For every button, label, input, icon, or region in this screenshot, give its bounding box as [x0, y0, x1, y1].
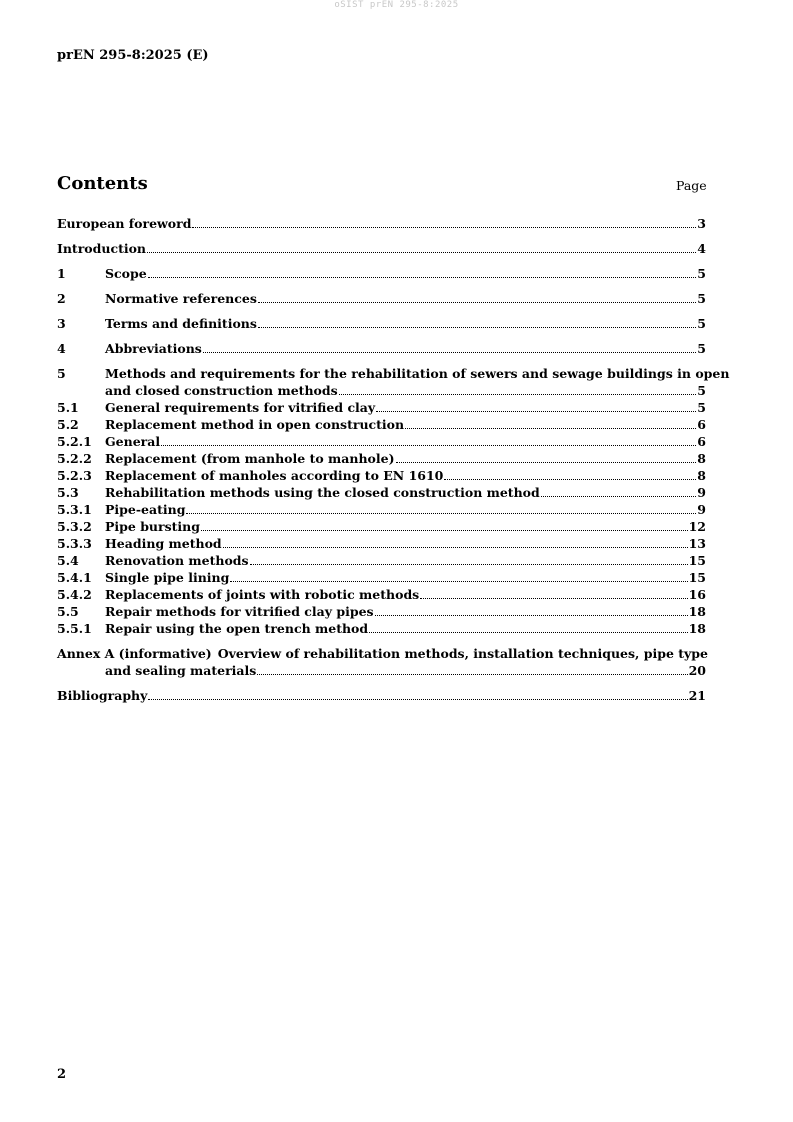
toc-leader-dots: [257, 674, 687, 675]
toc-leader-dots: [148, 699, 687, 700]
toc-title: Replacement (from manhole to manhole): [105, 451, 395, 466]
toc-entry-repair-methods[interactable]: [57, 603, 706, 620]
toc-leader-dots: [541, 496, 697, 497]
toc-title-line2: and sealing materials: [105, 663, 257, 678]
toc-number: 5.2.3: [57, 468, 92, 483]
toc-entry-abbreviations[interactable]: [57, 340, 706, 357]
toc-entry-bibliography[interactable]: [57, 687, 706, 704]
toc-leader-dots: [376, 411, 696, 412]
toc-entry-single-pipe-lining[interactable]: [57, 569, 706, 586]
toc-page: 3: [697, 216, 706, 231]
page-column-label: Page: [676, 178, 707, 193]
watermark: oSIST prEN 295-8:2025: [334, 0, 459, 10]
toc-entry-terms-definitions[interactable]: [57, 315, 706, 332]
toc-page: 15: [688, 570, 706, 585]
toc-page: 8: [697, 468, 706, 483]
toc-number: 5: [57, 366, 66, 381]
toc-entry-replacement-open[interactable]: [57, 416, 706, 433]
toc-title: Repair using the open trench method: [105, 621, 369, 636]
toc-page: 9: [697, 485, 706, 500]
toc-annex-label: Annex A (informative): [57, 646, 212, 661]
toc-number: 5.2.1: [57, 434, 92, 449]
toc-number: 5.2.2: [57, 451, 92, 466]
toc-page: 5: [697, 400, 706, 415]
toc-title: Abbreviations: [105, 341, 202, 356]
toc-leader-dots: [230, 581, 687, 582]
toc-entry-pipe-eating[interactable]: [57, 501, 706, 518]
toc-leader-dots: [186, 513, 696, 514]
toc-page: 6: [697, 434, 706, 449]
toc-number: 5.3.3: [57, 536, 92, 551]
toc-entry-open-trench-repair[interactable]: [57, 620, 706, 637]
toc-title: Renovation methods: [105, 553, 249, 568]
contents-heading: Contents: [57, 173, 148, 194]
toc-number: 5.4.1: [57, 570, 92, 585]
toc-leader-dots: [250, 564, 688, 565]
toc-leader-dots: [396, 462, 697, 463]
toc-page: 18: [688, 621, 706, 636]
toc-page: 4: [697, 241, 706, 256]
toc-entry-replacement-manholes-en1610[interactable]: [57, 467, 706, 484]
toc-title: Terms and definitions: [105, 316, 257, 331]
toc-entry-methods-requirements[interactable]: [57, 365, 730, 399]
toc-number: 5.4: [57, 553, 79, 568]
toc-entry-rehabilitation-closed[interactable]: [57, 484, 706, 501]
toc-leader-dots: [375, 615, 688, 616]
toc-entry-scope[interactable]: [57, 265, 706, 282]
toc-page: 9: [697, 502, 706, 517]
toc-page: 5: [697, 341, 706, 356]
toc-leader-dots: [369, 632, 687, 633]
toc-leader-dots: [405, 428, 696, 429]
toc-title: Replacement of manholes according to EN 1610: [105, 468, 444, 483]
page-number: 2: [57, 1067, 67, 1082]
toc-leader-dots: [258, 302, 696, 303]
toc-page: 5: [697, 266, 706, 281]
toc-entry-annex-a[interactable]: [57, 645, 706, 679]
toc-entry-replacement-manhole[interactable]: [57, 450, 706, 467]
toc-leader-dots: [444, 479, 696, 480]
document-id: prEN 295-8:2025 (E): [57, 48, 209, 63]
table-of-contents: [57, 215, 730, 704]
toc-number: 5.2: [57, 417, 79, 432]
toc-entry-renovation-methods[interactable]: [57, 552, 706, 569]
toc-page: 8: [697, 451, 706, 466]
toc-leader-dots: [201, 530, 688, 531]
toc-leader-dots: [339, 394, 697, 395]
toc-title: Introduction: [57, 241, 147, 256]
toc-number: 5.5: [57, 604, 79, 619]
toc-title: Repair methods for vitrified clay pipes: [105, 604, 374, 619]
toc-page: 16: [688, 587, 706, 602]
toc-leader-dots: [148, 277, 697, 278]
toc-entry-normative-references[interactable]: [57, 290, 706, 307]
toc-number: 5.5.1: [57, 621, 92, 636]
toc-number: 5.1: [57, 400, 79, 415]
toc-page: 6: [697, 417, 706, 432]
toc-title: Pipe-eating: [105, 502, 186, 517]
toc-page: 5: [697, 383, 706, 398]
toc-leader-dots: [420, 598, 687, 599]
toc-title: Heading method: [105, 536, 222, 551]
toc-entry-heading-method[interactable]: [57, 535, 706, 552]
toc-title: Rehabilitation methods using the closed construction method: [105, 485, 540, 500]
toc-title-line2: and closed construction methods: [105, 383, 338, 398]
toc-entry-foreword[interactable]: [57, 215, 706, 232]
toc-number: 5.3.2: [57, 519, 92, 534]
toc-title: Single pipe lining: [105, 570, 230, 585]
toc-title: Replacements of joints with robotic methods: [105, 587, 420, 602]
toc-entry-introduction[interactable]: [57, 240, 706, 257]
toc-entry-general[interactable]: [57, 433, 706, 450]
toc-entry-pipe-bursting[interactable]: [57, 518, 706, 535]
toc-page: 12: [688, 519, 706, 534]
toc-leader-dots: [147, 252, 696, 253]
toc-title: Pipe bursting: [105, 519, 200, 534]
toc-number: 2: [57, 291, 66, 306]
toc-entry-general-requirements[interactable]: [57, 399, 706, 416]
toc-page: 13: [688, 536, 706, 551]
toc-page: 20: [688, 663, 706, 678]
toc-title-line1: Overview of rehabilitation methods, installation techniques, pipe type: [217, 646, 708, 661]
toc-title: Bibliography: [57, 688, 148, 703]
toc-number: 4: [57, 341, 66, 356]
toc-page: 15: [688, 553, 706, 568]
toc-leader-dots: [258, 327, 696, 328]
toc-page: 21: [688, 688, 706, 703]
toc-title: Replacement method in open construction: [105, 417, 405, 432]
toc-leader-dots: [192, 227, 696, 228]
toc-number: 5.3.1: [57, 502, 92, 517]
toc-page: 18: [688, 604, 706, 619]
toc-title: General requirements for vitrified clay: [105, 400, 376, 415]
toc-title: European foreword: [57, 216, 192, 231]
toc-entry-robotic-joints[interactable]: [57, 586, 706, 603]
toc-number: 5.3: [57, 485, 79, 500]
toc-leader-dots: [161, 445, 696, 446]
toc-number: 1: [57, 266, 66, 281]
toc-leader-dots: [223, 547, 688, 548]
toc-leader-dots: [203, 352, 696, 353]
toc-page: 5: [697, 316, 706, 331]
toc-title-line1: Methods and requirements for the rehabilitation of sewers and sewage buildings in open: [105, 366, 730, 381]
toc-title: General: [105, 434, 161, 449]
toc-page: 5: [697, 291, 706, 306]
toc-title: Normative references: [105, 291, 257, 306]
toc-number: 3: [57, 316, 66, 331]
toc-title: Scope: [105, 266, 147, 281]
toc-number: 5.4.2: [57, 587, 92, 602]
